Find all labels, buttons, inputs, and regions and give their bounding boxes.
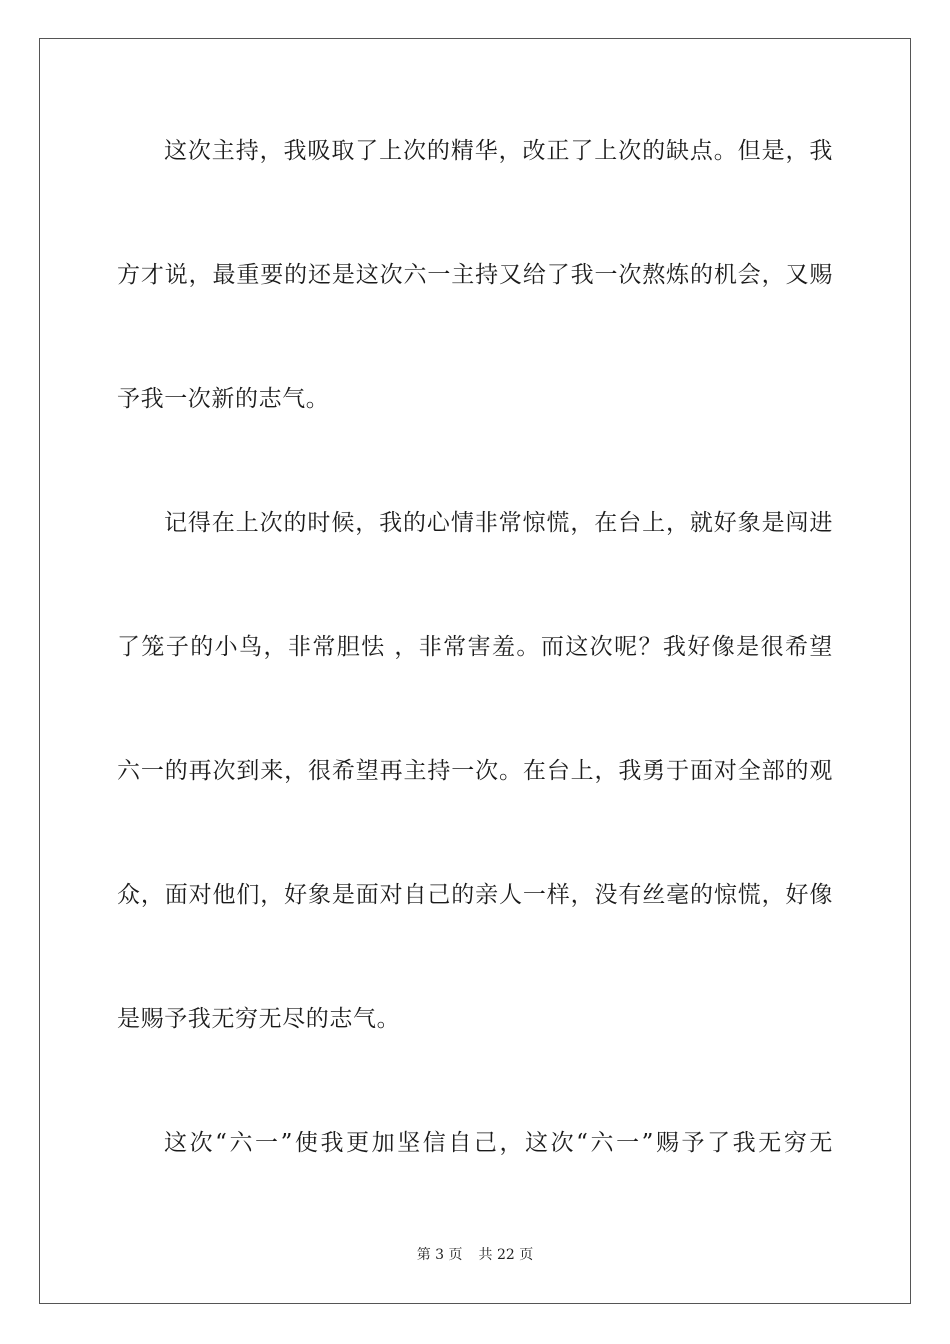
page-total: 共 22 页 [478, 1247, 534, 1263]
page-footer [0, 1246, 950, 1264]
page-number: 第 3 页 [416, 1247, 463, 1263]
text-line: 予我一次新的志气。 [117, 386, 330, 412]
text-line: 这次“六一”使我更加坚信自己，这次“六一”赐予了我无穷无 [164, 1130, 833, 1156]
text-line: 了笼子的小鸟，非常胆怯 ，非常害羞。而这次呢？我好像是很希望 [117, 634, 833, 660]
text-line: 记得在上次的时候，我的心情非常惊慌，在台上，就好象是闯进 [164, 510, 833, 536]
text-line: 是赐予我无穷无尽的志气。 [117, 1006, 401, 1032]
text-line: 六一的再次到来，很希望再主持一次。在台上，我勇于面对全部的观 [117, 758, 833, 784]
text-line: 这次主持，我吸取了上次的精华，改正了上次的缺点。但是，我 [164, 138, 833, 164]
text-line: 方才说，最重要的还是这次六一主持又给了我一次熬炼的机会，又赐 [117, 262, 833, 288]
text-line: 众，面对他们，好象是面对自己的亲人一样，没有丝毫的惊慌，好像 [117, 882, 833, 908]
page-frame [39, 38, 911, 1304]
